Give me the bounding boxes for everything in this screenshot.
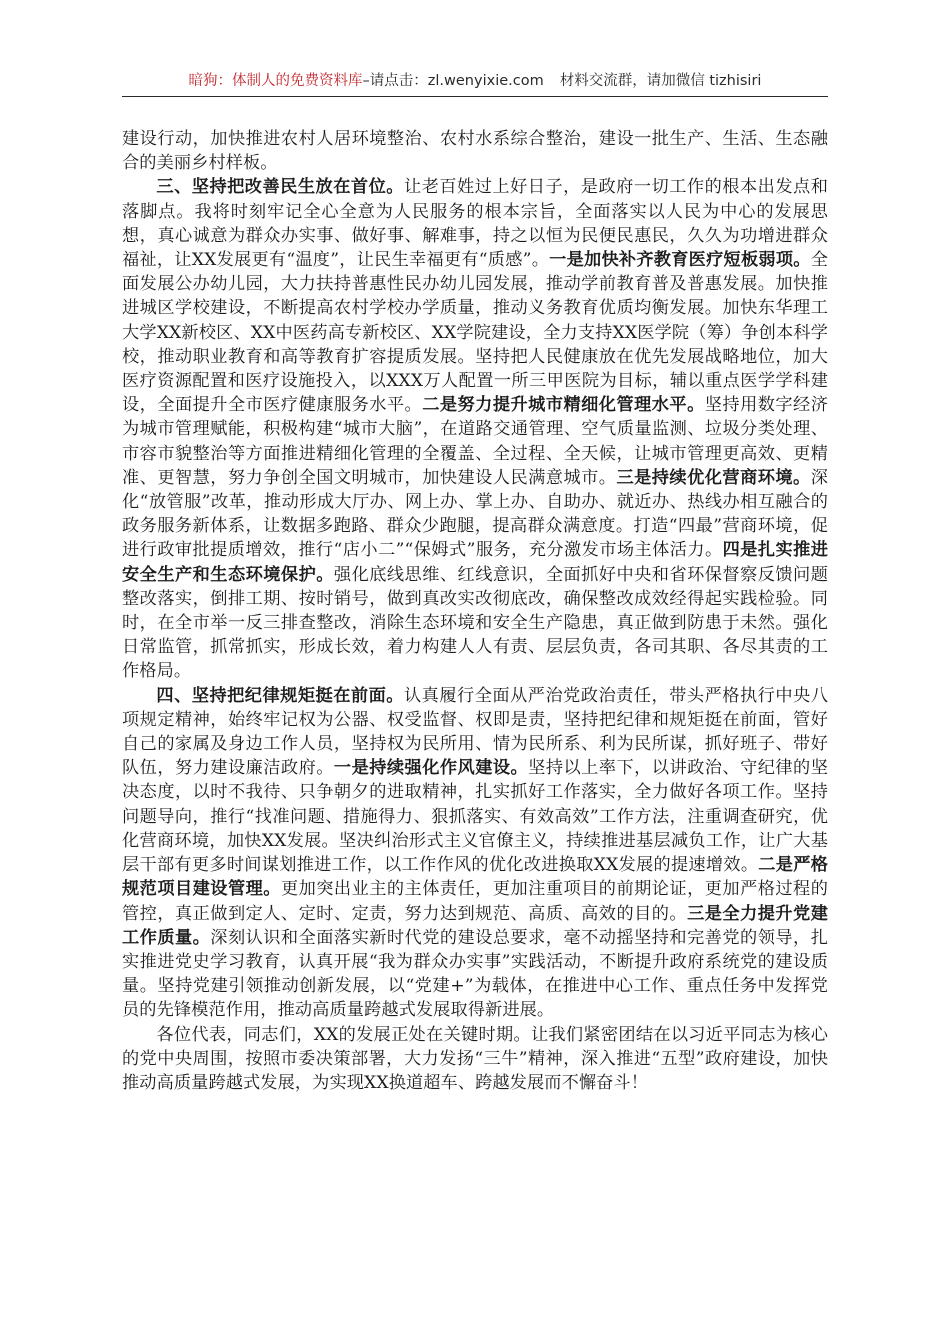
document-body <box>122 127 828 1095</box>
paragraph-section-three <box>122 175 828 683</box>
bold-heading-run: 一是持续强化作风建设。 <box>333 758 529 779</box>
bold-heading-run: 四是扎实推进安全生产和生态环境保护。 <box>122 540 828 585</box>
header-group-text: 材料交流群，请加微信 tizhisiri <box>559 73 762 89</box>
text-run: 更加突出业主的主体责任，更加注重项目的前期论证，更加严格过程的管控，真正做到定人、定时、定责，努力达到规范、高质、高效的目的。 <box>122 879 828 924</box>
bold-heading-run: 四、坚持把纪律规矩挺在前面。 <box>156 685 404 706</box>
bold-heading-run: 三是全力提升党建工作质量。 <box>122 903 828 948</box>
bold-heading-run: 一是加快补齐教育医疗短板弱项。 <box>549 250 811 271</box>
text-run: 深刻认识和全面落实新时代党的建设总要求，毫不动摇坚持和完善党的领导，扎实推进党史学习教育，认真开展“我为群众办实事”实践活动，不断提升政府系统党的建设质量。坚持党建引领推动创新发展，以“党建+”为载体，在推进中心工作、重点任务中发挥党员的先锋模范作用，推动高质量跨越式发展取得新进展。 <box>122 927 828 1021</box>
paragraph-section-four <box>122 684 828 1023</box>
header-link-prefix: –请点击： <box>362 73 428 89</box>
paragraph-continuation <box>122 127 828 175</box>
text-run: 各位代表，同志们，XX的发展正处在关键时期。让我们紧密团结在以习近平同志为核心的党中央周围，按照市委决策部署，大力发扬“三牛”精神，深入推进“五型”政府建设，加快推动高质量跨越式发展，为实现XX换道超车、跨越发展而不懈奋斗！ <box>122 1024 828 1093</box>
bold-heading-run: 二是努力提升城市精细化管理水平。 <box>422 395 705 416</box>
text-run: 坚持用数字经济为城市管理赋能，积极构建“城市大脑”，在道路交通管理、空气质量监测、垃圾分类处理、市容市貌整治等方面推进精细化管理的全覆盖、全过程、全天候，让城市管理更高效、更精准、更智慧，努力争创全国文明城市，加快建设人民满意城市。 <box>122 395 828 488</box>
text-run: 深化“放管服”改革，推动形成大厅办、网上办、掌上办、自助办、就近办、热线办相互融合的政务服务新体系，让数据多跑路、群众少跑腿，提高群众满意度。打造“四最”营商环境，促进行政审批提质增效，推行“店小二”“保姆式”服务，充分激发市场主体活力。 <box>122 467 828 561</box>
text-run: 全面发展公办幼儿园，大力扶持普惠性民办幼儿园发展，推动学前教育普及普惠发展。加快推进城区学校建设，不断提高农村学校办学质量，推动义务教育优质均衡发展。加快东华理工大学XX新校区、XX中医药高专新校区、XX学院建设，全力支持XX医学院（筹）争创本科学校，推动职业教育和高等教育扩容提质发展。坚持把人民健康放在优先发展战略地位，加大医疗资源配置和医疗设施投入，以XXX万人配置一所三甲医院为目标，辅以重点医学学科建设，全面提升全市医疗健康服务水平。 <box>122 250 828 416</box>
bold-heading-run: 二是严格规范项目建设管理。 <box>122 855 828 900</box>
text-run: 让老百姓过上好日子，是政府一切工作的根本出发点和落脚点。我将时刻牢记全心全意为人民服务的根本宗旨，全面落实以人民为中心的发展思想，真心诚意为群众办实事、做好事、解难事，持之以恒为民便民惠民，久久为功增进群众福祉，让XX发展更有“温度”，让民生幸福更有“质感”。 <box>122 177 828 271</box>
bold-heading-run: 三、坚持把改善民生放在首位。 <box>156 177 404 198</box>
paragraph-closing <box>122 1023 828 1096</box>
bold-heading-run: 三是持续优化营商环境。 <box>616 467 811 488</box>
text-run: 强化底线思维、红线意识，全面抓好中央和省环保督察反馈问题整改落实，倒排工期、按时销号，做到真改实改彻底改，确保整改成效经得起实践检验。同时，在全市举一反三排查整改，消除生态环境和安全生产隐患，真正做到防患于未然。强化日常监管，抓常抓实，形成长效，着力构建人人有责、层层负责，各司其职、各尽其责的工作格局。 <box>122 564 829 682</box>
header-brand: 暗狗：体制人的免费资料库 <box>188 73 363 89</box>
text-run: 建设行动，加快推进农村人居环境整治、农村水系综合整治，建设一批生产、生活、生态融合的美丽乡村样板。 <box>122 129 828 174</box>
page-header <box>122 70 828 92</box>
header-divider <box>122 96 828 97</box>
header-link-url[interactable]: zl.wenyixie.com <box>427 73 544 89</box>
text-run: 坚持以上率下，以讲政治、守纪律的坚决态度，以时不我待、只争朝夕的进取精神，扎实抓好工作落实，全力做好各项工作。坚持问题导向，推行“找准问题、措施得力、狠抓落实、有效高效”工作方法，注重调查研究，优化营商环境，加快XX发展。坚决纠治形式主义官僚主义，持续推进基层减负工作，让广大基层干部有更多时间谋划推进工作，以工作作风的优化改进换取XX发展的提速增效。 <box>122 758 829 876</box>
text-run: 认真履行全面从严治党政治责任，带头严格执行中央八项规定精神，始终牢记权为公器、权受监督、权即是责，坚持把纪律和规矩挺在前面，管好自己的家属及身边工作人员，坚持权为民所用、情为民所系、利为民所谋，抓好班子、带好队伍，努力建设廉洁政府。 <box>122 685 828 779</box>
